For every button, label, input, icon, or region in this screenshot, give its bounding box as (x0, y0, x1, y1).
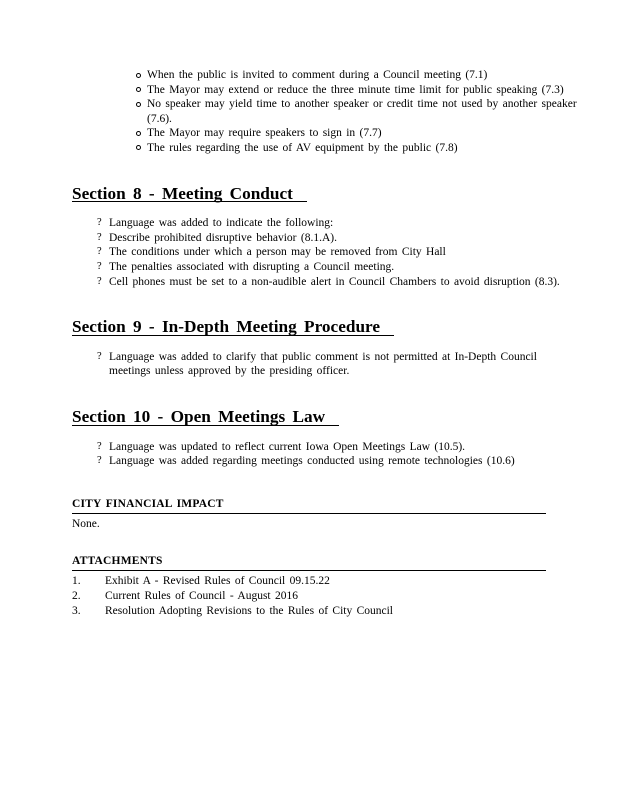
attachment-item (72, 589, 590, 604)
list-item-text: Language was updated to reflect current Iowa Open Meetings Law (10.5). (109, 440, 466, 453)
list-item (136, 126, 586, 141)
list-item-text: When the public is invited to comment during a Council meeting (7.1) (147, 69, 488, 81)
section-8-list (97, 216, 579, 289)
list-item-text: The Mayor may extend or reduce the three minute time limit for public speaking (7.3) (147, 83, 564, 96)
list-item (136, 83, 586, 98)
question-bullet-icon: ? (97, 440, 102, 452)
list-item-text: Describe prohibited disruptive behavior (8.1.A). (109, 231, 337, 244)
list-item-text: The rules regarding the use of AV equipment by the public (7.8) (147, 141, 458, 154)
list-item (97, 216, 579, 231)
attachments-heading: ATTACHMENTS (72, 554, 546, 572)
question-bullet-icon: ? (97, 231, 102, 243)
list-item (97, 440, 579, 455)
section-9-list (97, 350, 579, 379)
circle-bullet-icon (136, 131, 141, 136)
public-comment-rules-list (136, 68, 586, 156)
list-item (136, 68, 586, 83)
attachment-item (72, 604, 590, 619)
list-item-text: The conditions under which a person may be removed from City Hall (109, 246, 446, 259)
circle-bullet-icon (136, 73, 141, 78)
list-item (97, 350, 579, 379)
attachments-list (72, 574, 590, 618)
question-bullet-icon: ? (97, 275, 102, 287)
list-item (97, 275, 579, 290)
circle-bullet-icon (136, 145, 141, 150)
attachments-block (72, 554, 590, 618)
list-item-text: Language was added regarding meetings conducted using remote technologies (10.6) (109, 455, 515, 468)
section-heading: Section 8 - Meeting Conduct (72, 187, 307, 203)
section-10-open-meetings-law (72, 406, 590, 469)
list-item-text: The penalties associated with disrupting a Council meeting. (109, 260, 395, 273)
question-bullet-icon: ? (97, 217, 102, 229)
attachment-text: Exhibit A - Revised Rules of Council 09.15.22 (105, 575, 330, 588)
question-bullet-icon: ? (97, 246, 102, 258)
circle-bullet-icon (136, 87, 141, 92)
question-bullet-icon: ? (97, 455, 102, 467)
section-9-in-depth-meeting-procedure (72, 317, 590, 379)
circle-bullet-icon (136, 102, 141, 107)
list-item-text: The Mayor may require speakers to sign in (7.7) (147, 127, 382, 140)
question-bullet-icon: ? (97, 260, 102, 272)
attachment-text: Current Rules of Council - August 2016 (105, 590, 298, 603)
attachment-item (72, 574, 590, 589)
list-item (97, 260, 579, 275)
attachment-number: 3. (72, 604, 81, 617)
section-8-meeting-conduct (72, 183, 590, 290)
question-bullet-icon: ? (97, 350, 102, 362)
list-item-text: Language was added to clarify that public comment is not permitted at In-Depth Council meetings unless approved by the presiding officer. (109, 350, 537, 378)
list-item (97, 245, 579, 260)
section-heading: Section 9 - In-Depth Meeting Procedure (72, 320, 394, 336)
attachment-number: 1. (72, 575, 81, 588)
section-10-list (97, 440, 579, 469)
city-financial-impact-block (72, 497, 590, 532)
list-item-text: Language was added to indicate the following: (109, 217, 334, 230)
list-item (97, 454, 579, 469)
list-item (136, 97, 586, 126)
list-item (97, 231, 579, 246)
attachment-number: 2. (72, 590, 81, 603)
attachment-text: Resolution Adopting Revisions to the Rules of City Council (105, 604, 394, 617)
financial-impact-heading: CITY FINANCIAL IMPACT (72, 497, 546, 515)
section-heading: Section 10 - Open Meetings Law (72, 410, 339, 426)
financial-impact-body: None. (72, 518, 100, 531)
list-item (136, 141, 586, 156)
list-item-text: Cell phones must be set to a non-audible alert in Council Chambers to avoid disruption (8.3). (109, 275, 560, 288)
list-item-text: No speaker may yield time to another speaker or credit time not used by another speaker (7.6). (147, 98, 577, 125)
